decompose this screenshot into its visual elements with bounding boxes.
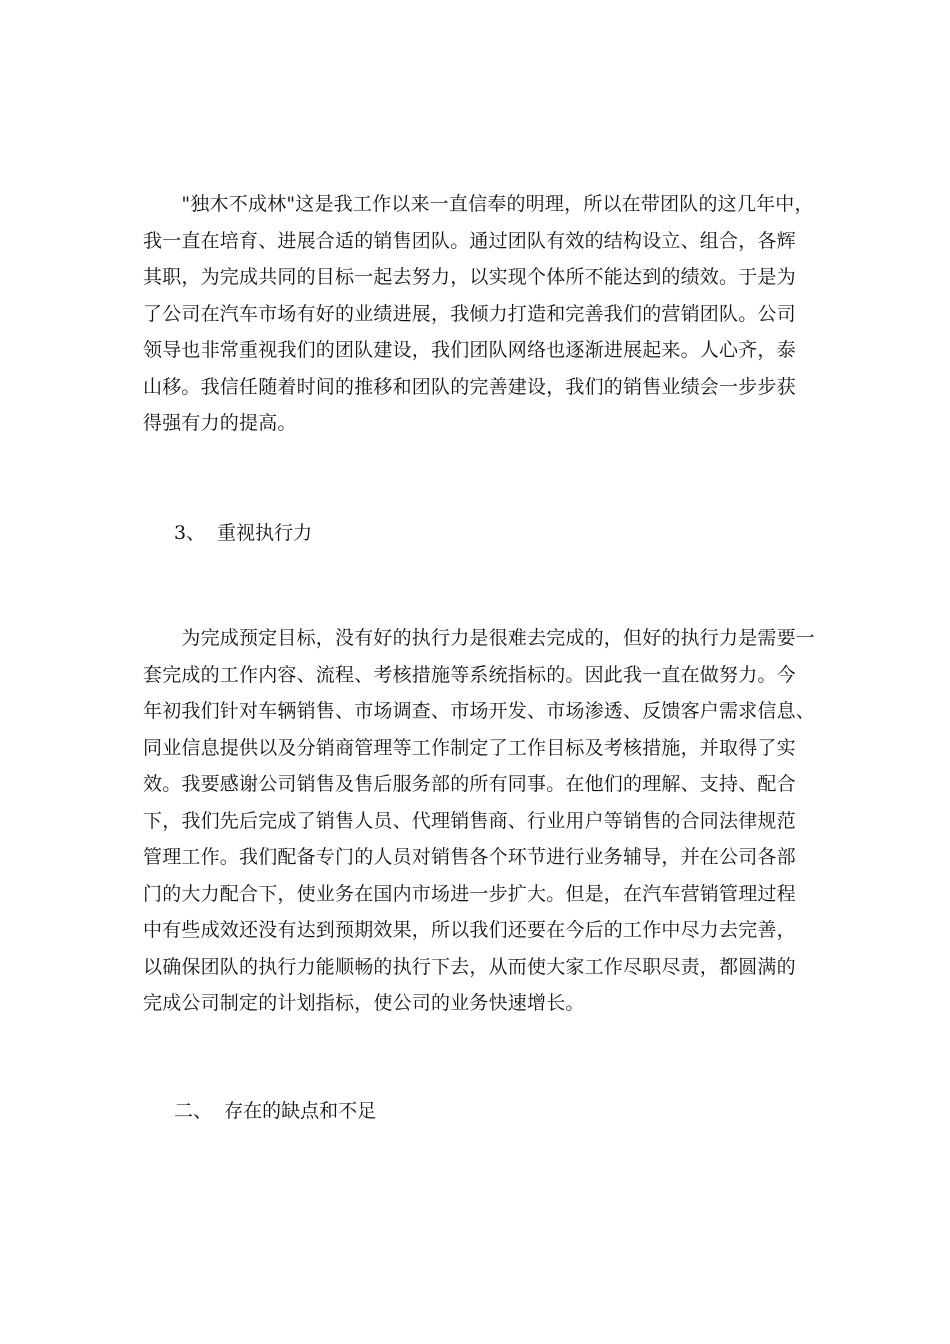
paragraph-line: 中有些成效还没有达到预期效果，所以我们还要在今后的工作中尽力去完善， bbox=[143, 919, 796, 941]
paragraph-line: 其职，为完成共同的目标一起去努力，以实现个体所不能达到的绩效。于是为 bbox=[143, 266, 796, 288]
paragraph-line: 我一直在培育、进展合适的销售团队。通过团队有效的结构设立、组合，各辉 bbox=[143, 229, 796, 252]
paragraph-line: 以确保团队的执行力能顺畅的执行下去，从而使大家工作尽职尽责，都圆满的 bbox=[143, 955, 796, 978]
paragraph-line: 门的大力配合下，使业务在国内市场进一步扩大。但是，在汽车营销管理过程 bbox=[143, 882, 796, 905]
paragraph-line: 山移。我信任随着时间的推移和团队的完善建设，我们的销售业绩会一步步获 bbox=[143, 375, 796, 398]
section-heading-shortcomings: 二、 存在的缺点和不足 bbox=[174, 1100, 377, 1122]
section-heading-execution: 3、 重视执行力 bbox=[174, 522, 313, 544]
paragraph-line: 效。我要感谢公司销售及售后服务部的所有同事。在他们的理解、支持、配合 bbox=[143, 773, 796, 795]
paragraph-line: "独木不成林"这是我工作以来一直信奉的明理，所以在带团队的这几年中， bbox=[143, 193, 814, 215]
paragraph-team-building bbox=[143, 186, 814, 442]
paragraph-line: 套完成的工作内容、流程、考核措施等系统指标的。因此我一直在做努力。今 bbox=[143, 663, 796, 686]
paragraph-line: 得强有力的提高。 bbox=[143, 412, 297, 434]
paragraph-line: 管理工作。我们配备专门的人员对销售各个环节进行业务辅导，并在公司各部 bbox=[143, 846, 796, 868]
paragraph-line: 下，我们先后完成了销售人员、代理销售商、行业用户等销售的合同法律规范 bbox=[143, 809, 796, 832]
paragraph-line: 为完成预定目标，没有好的执行力是很难去完成的，但好的执行力是需要一 bbox=[143, 627, 816, 649]
paragraph-execution bbox=[143, 620, 816, 1022]
paragraph-line: 年初我们针对车辆销售、市场调查、市场开发、市场渗透、反馈客户需求信息、 bbox=[143, 700, 816, 722]
paragraph-line: 了公司在汽车市场有好的业绩进展，我倾力打造和完善我们的营销团队。公司 bbox=[143, 302, 796, 325]
paragraph-line: 同业信息提供以及分销商管理等工作制定了工作目标及考核措施，并取得了实 bbox=[143, 736, 796, 759]
paragraph-line: 领导也非常重视我们的团队建设，我们团队网络也逐渐进展起来。人心齐，泰 bbox=[143, 339, 796, 361]
paragraph-line: 完成公司制定的计划指标，使公司的业务快速增长。 bbox=[143, 992, 585, 1014]
